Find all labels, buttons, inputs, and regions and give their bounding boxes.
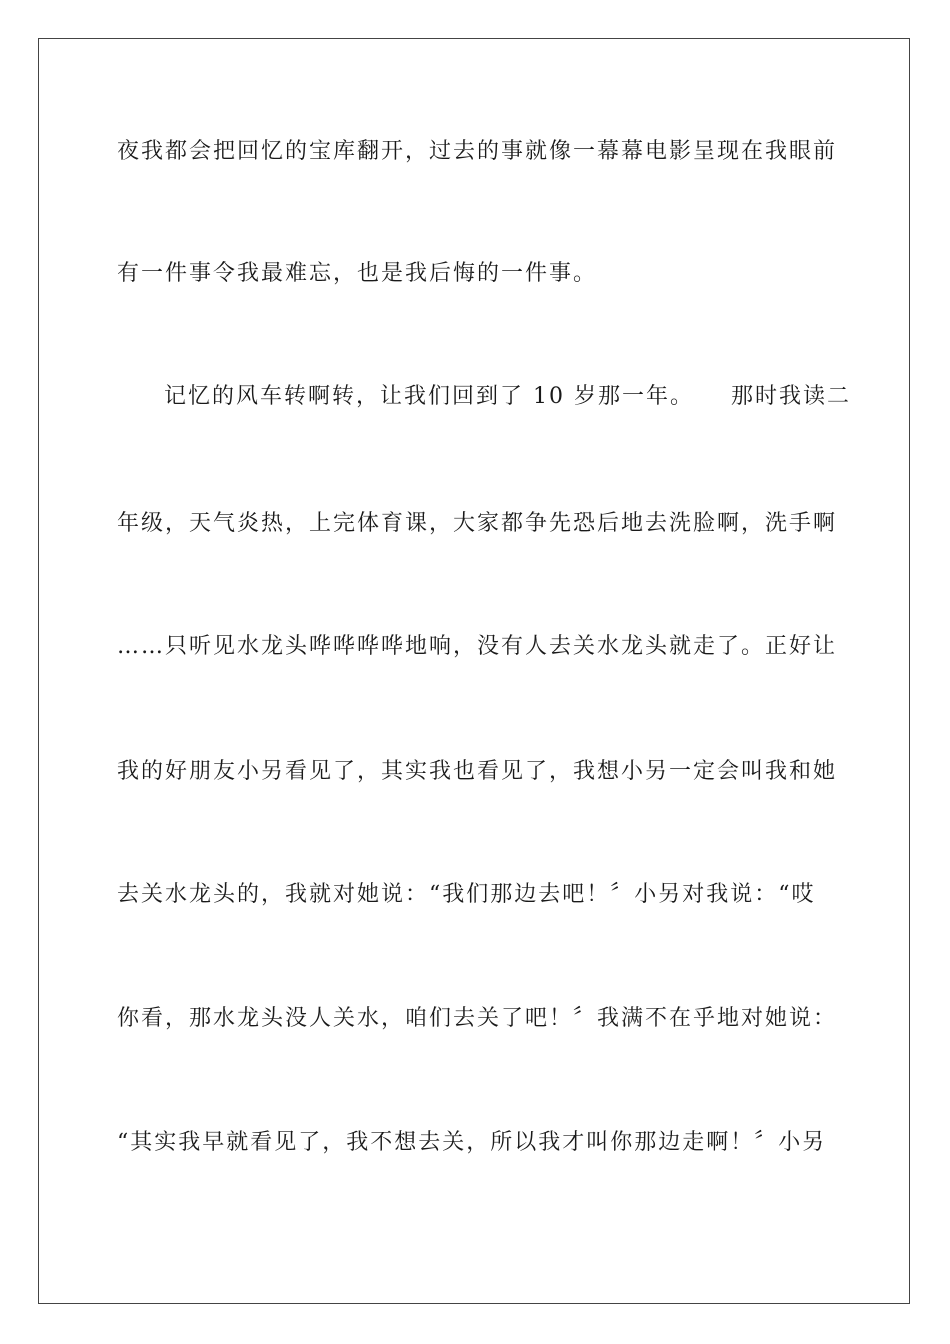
text-line-1: 夜我都会把回忆的宝库翻开，过去的事就像一幕幕电影呈现在我眼前	[117, 139, 838, 164]
text-line-5: ……只听见水龙头哗哗哗哗地响，没有人去关水龙头就走了。正好让	[117, 634, 838, 659]
page-frame	[38, 38, 910, 1304]
text-line-9: “其实我早就看见了，我不想去关，所以我才叫你那边走啊！〞小另	[117, 1130, 827, 1155]
text-line-4: 年级，天气炎热，上完体育课，大家都争先恐后地去洗脸啊，洗手啊	[117, 511, 838, 536]
text-line-2: 有一件事令我最难忘，也是我后悔的一件事。	[117, 261, 598, 286]
text-line-6: 我的好朋友小另看见了，其实我也看见了，我想小另一定会叫我和她	[117, 759, 838, 784]
text-line-7: 去关水龙头的，我就对她说：“我们那边去吧！〞小另对我说：“哎	[117, 882, 816, 907]
text-line-8: 你看，那水龙头没人关水，咱们去关了吧！〞我满不在乎地对她说：	[117, 1006, 838, 1031]
text-line-3: 记忆的风车转啊转，让我们回到了 10 岁那一年。 那时我读二	[164, 384, 851, 409]
